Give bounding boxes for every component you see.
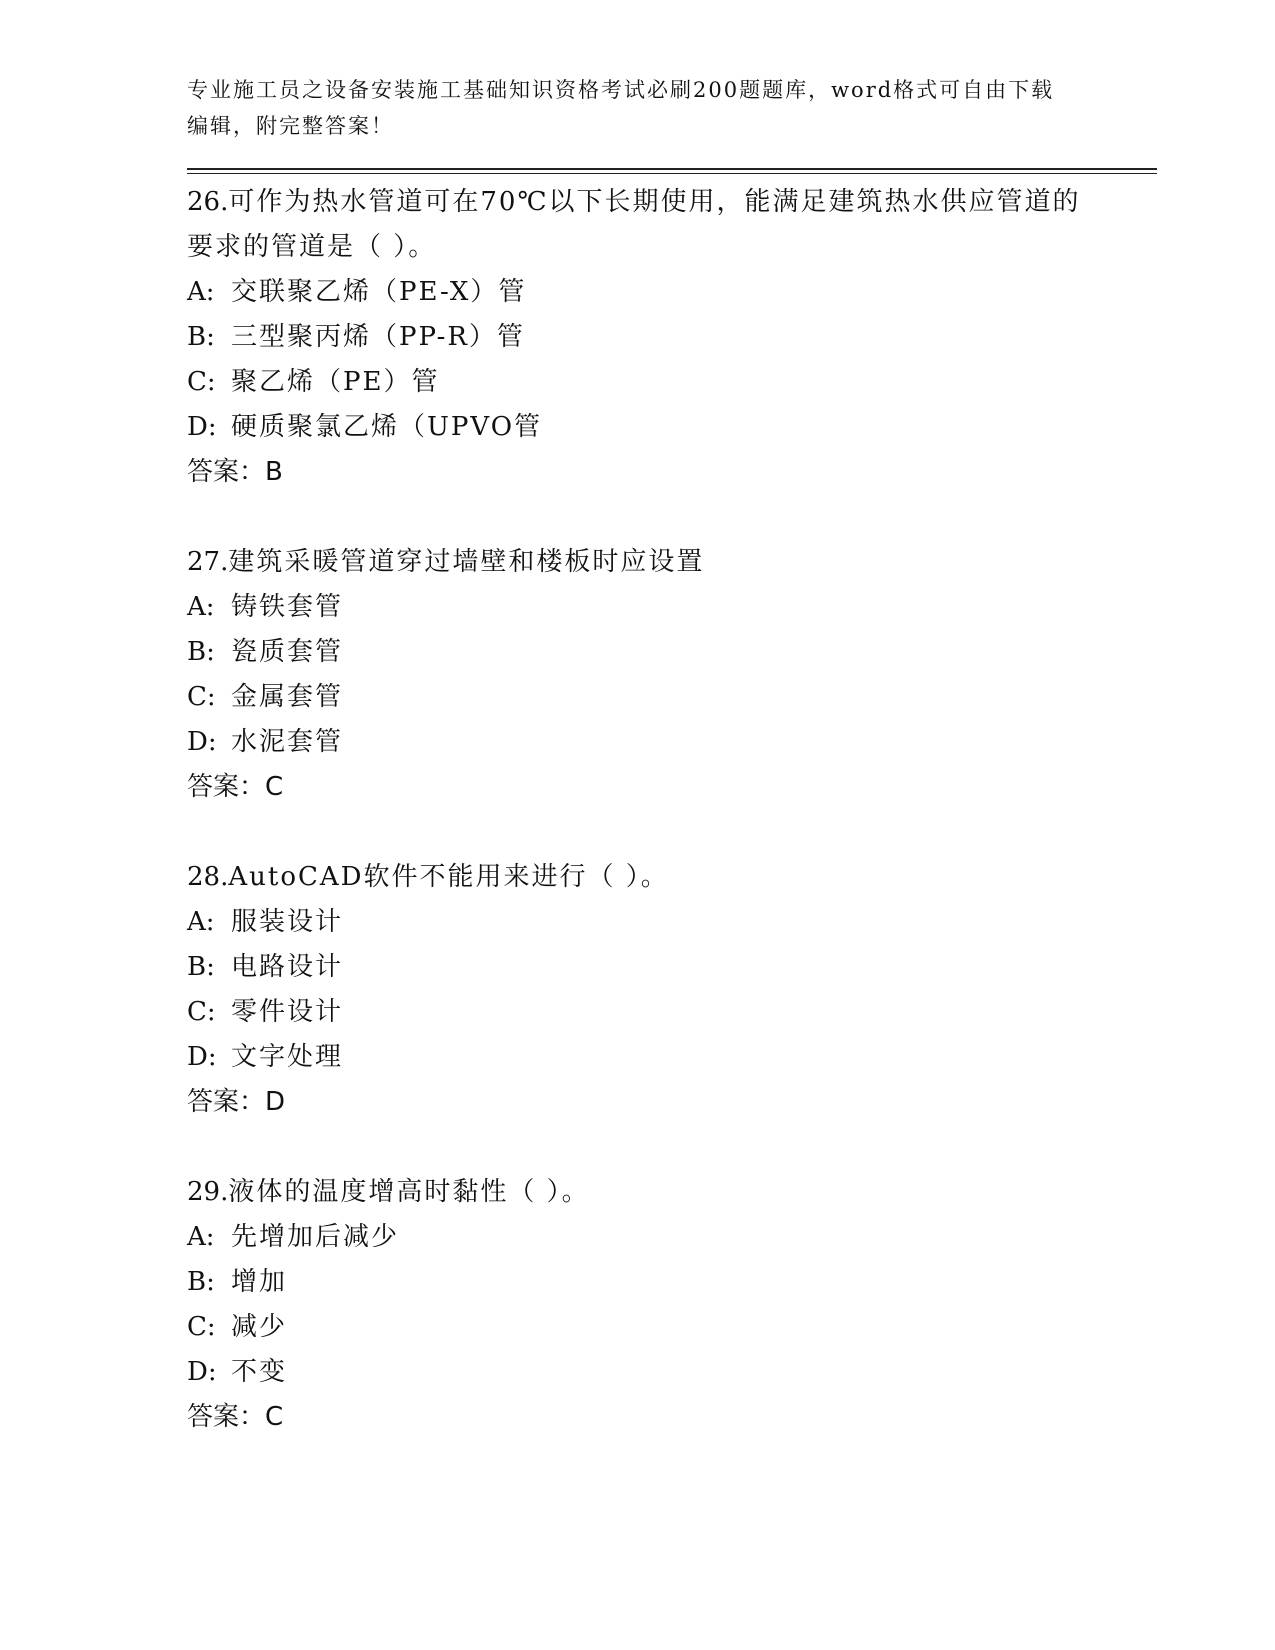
document-header: 专业施工员之设备安装施工基础知识资格考试必刷200题题库，word格式可自由下载编辑，附完整答案！: [187, 78, 1055, 138]
question-29: [187, 1170, 1157, 1440]
option-text: 零件设计: [231, 997, 344, 1027]
option-text: 不变: [231, 1357, 288, 1387]
question-28: [187, 855, 1157, 1125]
question-stem: [187, 855, 1087, 900]
option-text: 水泥套管: [231, 727, 344, 757]
option-text: 聚乙烯（PE）管: [231, 367, 440, 397]
document-page: [187, 72, 1157, 1440]
option-letter: C:: [187, 682, 216, 712]
question-27: [187, 540, 1157, 810]
option-b: [187, 315, 1157, 360]
option-letter: B:: [187, 952, 215, 982]
question-text: 液体的温度增高时黏性（ ）。: [228, 1177, 590, 1207]
option-text: 先增加后减少: [231, 1222, 400, 1252]
option-b: [187, 630, 1157, 675]
option-text: 电路设计: [231, 952, 344, 982]
question-number: 26.: [187, 187, 229, 217]
option-d: [187, 1035, 1157, 1080]
question-spacer: [187, 1125, 1157, 1170]
option-a: [187, 270, 1157, 315]
question-text: AutoCAD软件不能用来进行（ ）。: [228, 862, 669, 892]
option-letter: A:: [187, 907, 215, 937]
option-letter: B:: [187, 322, 215, 352]
option-letter: A:: [187, 277, 215, 307]
question-text: 建筑采暖管道穿过墙壁和楼板时应设置: [228, 547, 705, 577]
option-c: [187, 360, 1157, 405]
option-text: 减少: [231, 1312, 288, 1342]
option-b: [187, 1260, 1157, 1305]
question-stem: [187, 180, 1087, 270]
option-letter: B:: [187, 1267, 215, 1297]
question-number: 29.: [187, 1177, 229, 1207]
question-text: 可作为热水管道可在70℃以下长期使用，能满足建筑热水供应管道的要求的管道是（ ）。: [187, 187, 1081, 262]
option-text: 增加: [231, 1267, 288, 1297]
option-letter: D:: [187, 412, 217, 442]
option-text: 服装设计: [231, 907, 344, 937]
option-text: 金属套管: [231, 682, 344, 712]
option-letter: D:: [187, 727, 217, 757]
option-d: [187, 405, 1157, 450]
option-d: [187, 1350, 1157, 1395]
option-text: 铸铁套管: [231, 592, 344, 622]
question-number: 28.: [187, 862, 229, 892]
option-text: 文字处理: [231, 1042, 344, 1072]
option-letter: D:: [187, 1357, 217, 1387]
option-letter: A:: [187, 1222, 215, 1252]
question-26: [187, 180, 1157, 495]
question-stem: [187, 540, 1087, 585]
answer-line: 答案：D: [187, 1087, 286, 1117]
option-letter: D:: [187, 1042, 217, 1072]
header-divider: [187, 168, 1157, 174]
question-spacer: [187, 810, 1157, 855]
option-d: [187, 720, 1157, 765]
option-a: [187, 900, 1157, 945]
option-a: [187, 1215, 1157, 1260]
option-text: 交联聚乙烯（PE-X）管: [231, 277, 527, 307]
option-text: 瓷质套管: [231, 637, 344, 667]
option-letter: C:: [187, 997, 216, 1027]
option-letter: B:: [187, 637, 215, 667]
option-letter: C:: [187, 1312, 216, 1342]
option-letter: A:: [187, 592, 215, 622]
option-letter: C:: [187, 367, 216, 397]
question-number: 27.: [187, 547, 229, 577]
answer-line: 答案：C: [187, 1402, 284, 1432]
answer-line: 答案：B: [187, 457, 283, 487]
option-c: [187, 1305, 1157, 1350]
option-text: 硬质聚氯乙烯（UPVO管: [231, 412, 543, 442]
option-text: 三型聚丙烯（PP-R）管: [231, 322, 525, 352]
question-spacer: [187, 495, 1157, 540]
option-c: [187, 675, 1157, 720]
question-stem: [187, 1170, 1087, 1215]
option-b: [187, 945, 1157, 990]
answer-line: 答案：C: [187, 772, 284, 802]
option-a: [187, 585, 1157, 630]
option-c: [187, 990, 1157, 1035]
